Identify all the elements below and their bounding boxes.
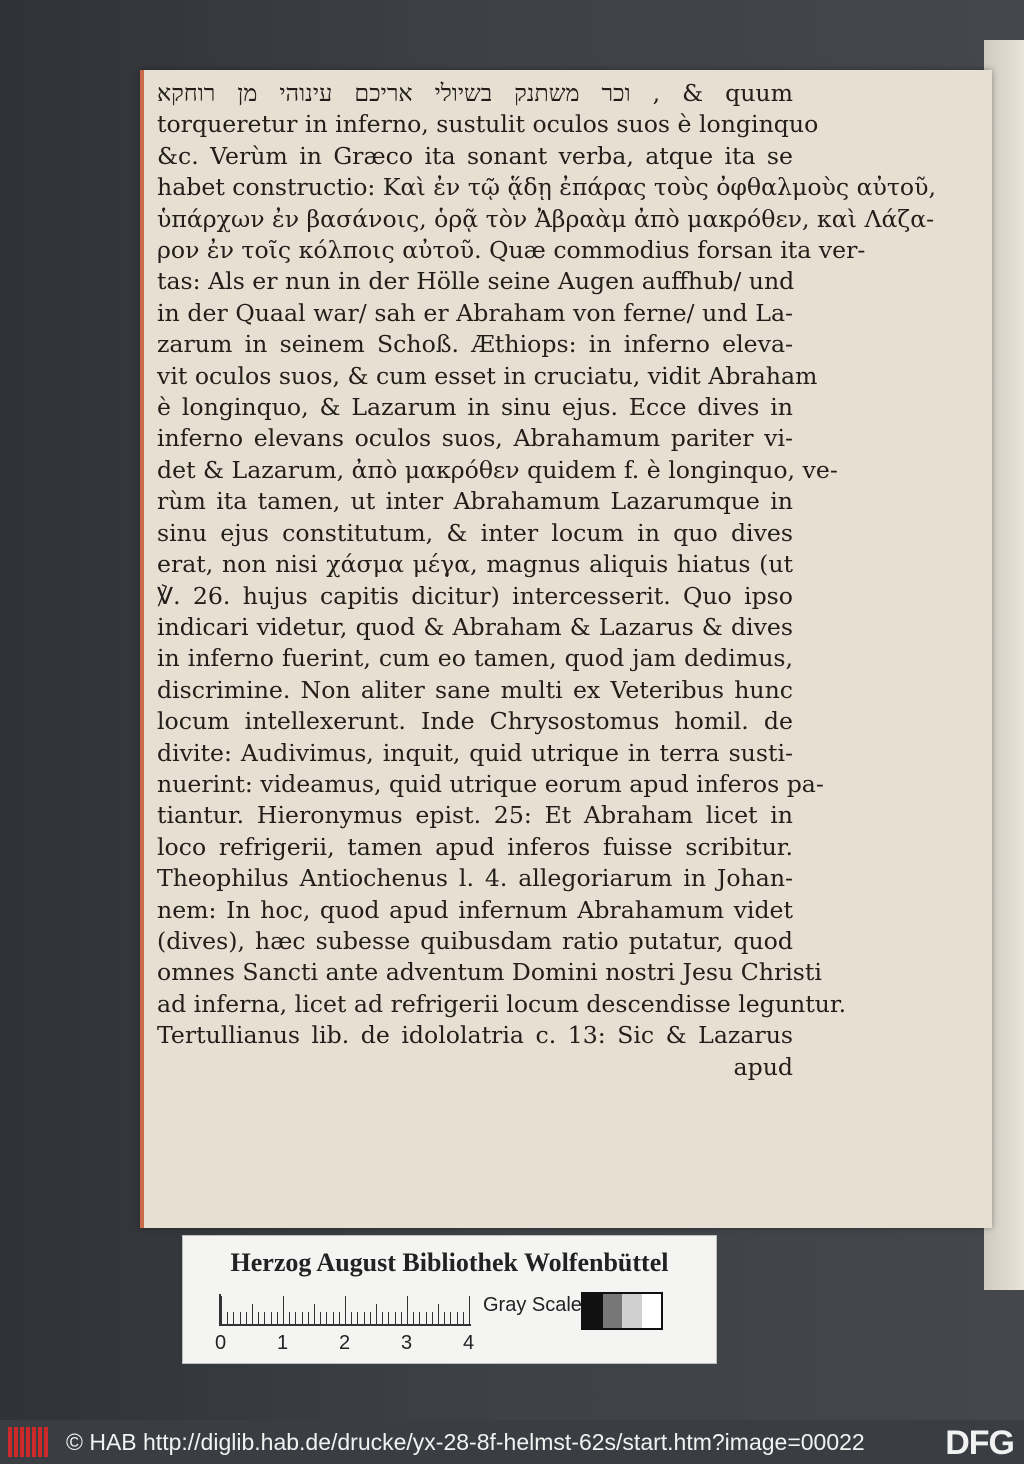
text-line: (dives), hæc subesse quibusdam ratio putatur, quod: [157, 926, 793, 955]
text-line: ὑπάρχων ἐν βασάνοις, ὁρᾷ τὸν Ἀβραὰμ ἀπὸ μακρόθεν, καὶ Λάζα-: [157, 204, 935, 233]
ruler-tick: [457, 1312, 458, 1324]
text-line: è longinquo, & Lazarum in sinu ejus. Ecce dives in: [157, 393, 793, 422]
ruler-tick: [308, 1312, 309, 1324]
library-scale-card: [182, 1235, 717, 1364]
swatch-white: [642, 1294, 662, 1328]
text-line: sinu ejus constitutum, & inter locum in quo dives: [157, 518, 793, 547]
ruler-tick: [413, 1312, 414, 1324]
text-line: rùm ita tamen, ut inter Abrahamum Lazarumque in: [157, 487, 793, 516]
ruler-tick: [370, 1312, 371, 1324]
ruler-scale: [219, 1294, 471, 1326]
ruler-tick: [364, 1312, 365, 1324]
source-url[interactable]: © HAB http://diglib.hab.de/drucke/yx-28-8f-helmst-62s/start.htm?image=00022: [66, 1428, 865, 1455]
library-name: Herzog August Bibliothek Wolfenbüttel: [230, 1248, 669, 1277]
ruler-tick: [233, 1312, 234, 1324]
ruler-tick: [240, 1312, 241, 1324]
ruler-tick: [339, 1312, 340, 1324]
ruler-tick: [469, 1296, 470, 1324]
ruler-tick: [333, 1312, 334, 1324]
ruler-tick: [227, 1312, 228, 1324]
text-line: torqueretur in inferno, sustulit oculos suos è longinquo: [157, 110, 819, 139]
text-line: ad inferna, licet ad refrigerii locum descendisse leguntur.: [157, 989, 847, 1018]
page-text: [157, 78, 936, 1083]
text-line: zarum in seinem Schoß. Æthiops: in inferno eleva-: [157, 330, 793, 359]
text-line: inferno elevans oculos suos, Abrahamum pariter vi-: [157, 424, 793, 453]
ruler-tick: [444, 1312, 445, 1324]
text-line: tiantur. Hieronymus epist. 25: Et Abraham licet in: [157, 801, 793, 830]
viewer-footer: [0, 1420, 1024, 1464]
text-line: nem: In hoc, quod apud infernum Abrahamum videt: [157, 895, 793, 924]
swatch-black: [583, 1294, 603, 1328]
text-line: וכר משתנק בשיולי אריכם עינוהי מן רוחקא , & quum: [157, 79, 793, 107]
ruler-tick: [351, 1312, 352, 1324]
text-line: discrimine. Non aliter sane multi ex Veteribus hunc: [157, 675, 793, 704]
ruler-tick: [382, 1312, 383, 1324]
ruler-tick: [419, 1312, 420, 1324]
ruler-tick: [463, 1312, 464, 1324]
text-line: det & Lazarum, ἀπὸ μακρόθεν quidem f. è longinquo, ve-: [157, 455, 838, 484]
ruler-tick: [221, 1296, 222, 1324]
ruler-tick: [326, 1312, 327, 1324]
text-line: erat, non nisi χάσμα μέγα, magnus aliquis hiatus (ut: [157, 550, 793, 579]
ruler-tick: [271, 1312, 272, 1324]
ruler-tick: [388, 1312, 389, 1324]
text-line: ρον ἐν τοῖς κόλποις αὐτοῦ. Quæ commodius forsan ita ver-: [157, 236, 866, 265]
text-line: Theophilus Antiochenus l. 4. allegoriarum in Johan-: [157, 864, 793, 893]
text-line: divite: Audivimus, inquit, quid utrique in terra susti-: [157, 738, 793, 767]
ruler-tick: [258, 1312, 259, 1324]
ruler-tick: [438, 1304, 439, 1324]
text-line: ℣. 26. hujus capitis dicitur) intercesserit. Quo ipso: [157, 581, 793, 610]
text-line: Tertullianus lib. de idololatria c. 13: Sic & Lazarus: [157, 1021, 793, 1050]
dfg-logo: DFG: [945, 1424, 1014, 1462]
hab-logo-icon: [8, 1427, 48, 1457]
ruler-tick: [345, 1296, 346, 1324]
ruler-tick: [289, 1312, 290, 1324]
text-line: in inferno fuerint, cum eo tamen, quod jam dedimus,: [157, 644, 793, 673]
text-line: habet constructio: Καὶ ἐν τῷ ᾅδῃ ἐπάρας τοὺς ὀφθαλμοὺς αὐτοῦ,: [157, 173, 936, 202]
text-line: loco refrigerii, tamen apud inferos fuisse scribitur.: [157, 832, 793, 861]
ruler-tick: [401, 1312, 402, 1324]
ruler-tick: [264, 1312, 265, 1324]
text-line: &c. Verùm in Græco ita sonant verba, atque ita se: [157, 141, 793, 170]
text-line: vit oculos suos, & cum esset in cruciatu, vidit Abraham: [157, 361, 818, 390]
ruler-tick: [395, 1312, 396, 1324]
ruler-tick: [314, 1304, 315, 1324]
ruler-label: 1: [277, 1332, 289, 1354]
ruler-tick: [252, 1304, 253, 1324]
swatch-light-gray: [622, 1294, 642, 1328]
ruler-tick: [302, 1312, 303, 1324]
catchword: apud: [733, 1052, 793, 1081]
ruler-tick: [246, 1312, 247, 1324]
ruler-tick: [376, 1304, 377, 1324]
ruler-tick: [432, 1312, 433, 1324]
ruler-label: 4: [463, 1332, 475, 1354]
ruler-tick: [320, 1312, 321, 1324]
ruler-tick: [450, 1312, 451, 1324]
gray-scale-swatches: [581, 1292, 663, 1330]
ruler-label: 3: [401, 1332, 413, 1354]
text-line: omnes Sancti ante adventum Domini nostri Jesu Christi: [157, 958, 822, 987]
ruler-tick: [407, 1296, 408, 1324]
text-line: nuerint: videamus, quid utrique eorum apud inferos pa-: [157, 769, 824, 798]
ruler-label: 2: [339, 1332, 351, 1354]
ruler-tick: [283, 1296, 284, 1324]
ruler-label: 0: [215, 1332, 227, 1354]
ruler-tick: [295, 1312, 296, 1324]
gray-scale-label: Gray Scale: [483, 1294, 582, 1316]
text-line: locum intellexerunt. Inde Chrysostomus homil. de: [157, 707, 793, 736]
ruler-tick: [426, 1312, 427, 1324]
swatch-dark-gray: [603, 1294, 623, 1328]
text-line: in der Quaal war/ sah er Abraham von ferne/ und La-: [157, 298, 793, 327]
text-line: tas: Als er nun in der Hölle seine Augen auffhub/ und: [157, 267, 795, 296]
ruler-tick: [357, 1312, 358, 1324]
text-line: indicari videtur, quod & Abraham & Lazarus & dives: [157, 612, 793, 641]
ruler-tick: [277, 1312, 278, 1324]
